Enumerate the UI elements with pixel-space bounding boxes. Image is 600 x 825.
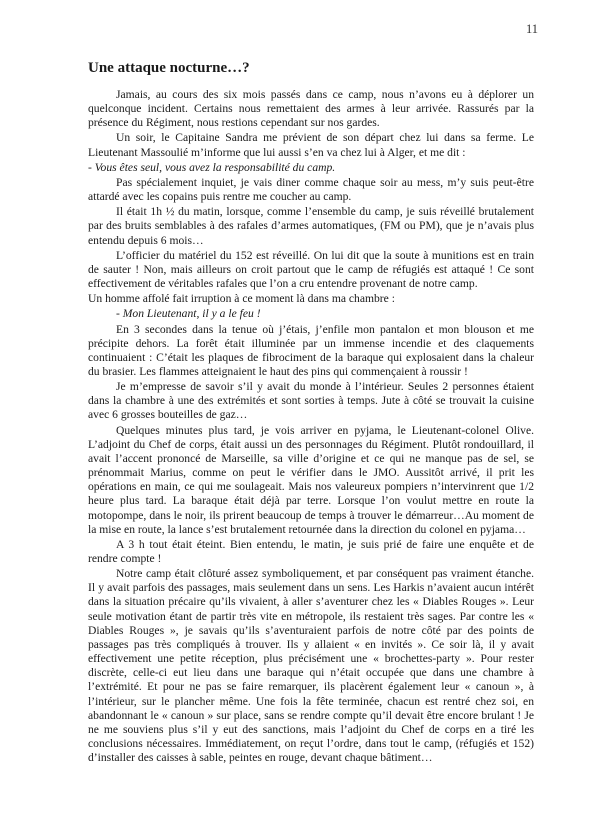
paragraph: Je m’empresse de savoir s’il y avait du monde à l’intérieur. Seules 2 personnes étaient dans la chambre à une des extrémités et sont sorties à temps. Jute à côté se trouvait la cuisine avec 6 grosses bouteilles de gaz… [88, 380, 534, 422]
paragraph: Quelques minutes plus tard, je vois arriver en pyjama, le Lieutenant-colonel Olive. L’adjoint du Chef de corps, était aussi un des personnages du Régiment. Plutôt rondouillard, il avait l’accent prononcé de Marseille, sa ville d’origine et ce qui ne manque pas de sel, se prénommait Marius, comme on peut le vérifier dans le JMO. Aussitôt arrivé, il prit les opérations en main, ce qui me soulageait. Mais nos valeureux pompiers n’intervinrent que 1/2 heure plus tard. La baraque était déjà par terre. Lorsque l’on voulut mettre en route la motopompe, dans le noir, ils prirent beaucoup de temps à trouver le démarreur…Au moment de la mise en route, la lance s’est brutalement retournée dans la direction du colonel en pyjama… [88, 423, 534, 536]
page-number: 11 [525, 22, 538, 36]
dialogue-line: - Vous êtes seul, vous avez la responsabilité du camp. [88, 160, 336, 174]
paragraph: Un soir, le Capitaine Sandra me prévient de son départ chez lui dans sa ferme. Le Lieutenant Massoulié m’informe que lui aussi s’en va chez lui à Alger, et me dit : [88, 131, 534, 159]
paragraph: A 3 h tout était éteint. Bien entendu, le matin, je suis prié de faire une enquête et de rendre compte ! [88, 537, 534, 565]
paragraph: Notre camp était clôturé assez symboliquement, et par conséquent pas vraiment étanche. Il y avait parfois des passages, mais seulement dans un sens. Les Harkis n’avaient aucun intérêt dans la situation précaire qu’ils vivaient, à aller s’aventurer chez les « Diables Rouges ». Leur seule motivation étant de partir très vite en métropole, ils restaient très sages. Par contre les « Diables Rouges », je savais qu’ils s’aventuraient parfois de notre côté par des points de passages pas très compliqués à trouver. Ils y allaient « en invités ». Ce soir là, il y avait effectivement une petite réception, plus précisément une « brochettes-party ». Pour rester discrète, celle-ci eut lieu dans une baraque qui n’était occupée que dans une chambre à l’extrémité. Et pour ne pas se faire remarquer, ils placèrent également leur « canoun », à l’intérieur, sur le plancher même. Une fois la fête terminée, chacun est rentré chez soi, en abandonnant le « canoun » sur place, sans se rendre compte qu’il devait être encore brulant ! Je ne me souviens plus s’il y eut des sanctions, mais l’adjoint du Chef de corps en a tiré les conclusions nécessaires. Immédiatement, on reçut l’ordre, dans tout le camp, (réfugiés et 152) d’installer des caisses à sable, peintes en rouge, devant chaque bâtiment… [88, 567, 534, 765]
page-title: Une attaque nocturne…? [88, 60, 250, 76]
paragraph: Pas spécialement inquiet, je vais diner comme chaque soir au mess, m’y suis peut-être attardé avec les copains puis rentre me coucher au camp. [88, 175, 534, 204]
dialogue-line: - Mon Lieutenant, il y a le feu ! [116, 307, 261, 321]
paragraph: En 3 secondes dans la tenue où j’étais, j’enfile mon pantalon et mon blouson et me précipite dehors. La forêt était illuminée par un immense incendie et des claquements continuaient : C’était les plaques de fibrociment de la baraque qui explosaient dans la chaleur du brasier. Les flammes atteignaient le haut des pins qui commençaient à roussir ! [88, 322, 534, 378]
paragraph: Un homme affolé fait irruption à ce moment là dans ma chambre : [88, 292, 395, 306]
paragraph: Il était 1h ½ du matin, lorsque, comme l’ensemble du camp, je suis réveillé brutalement par des bruits semblables à des rafales d’armes automatiques, (FM ou PM), que je n’avais plus entendu depuis 6 mois… [88, 205, 534, 247]
document-body [88, 88, 534, 766]
paragraph: L’officier du matériel du 152 est réveillé. On lui dit que la soute à munitions est en train de sauter ! Non, mais ailleurs on croit partout que le camp de réfugiés est attaqué ! Ce sont effectivement de véritables rafales que l’on a cru entendre provenant de notre camp. [88, 248, 534, 291]
paragraph: Jamais, au cours des six mois passés dans ce camp, nous n’avons eu à déplorer un quelconque incident. Certains nous remettaient des armes à leur arrivée. Rassurés par la présence du Régiment, nous restions cependant sur nos gardes. [88, 88, 534, 130]
